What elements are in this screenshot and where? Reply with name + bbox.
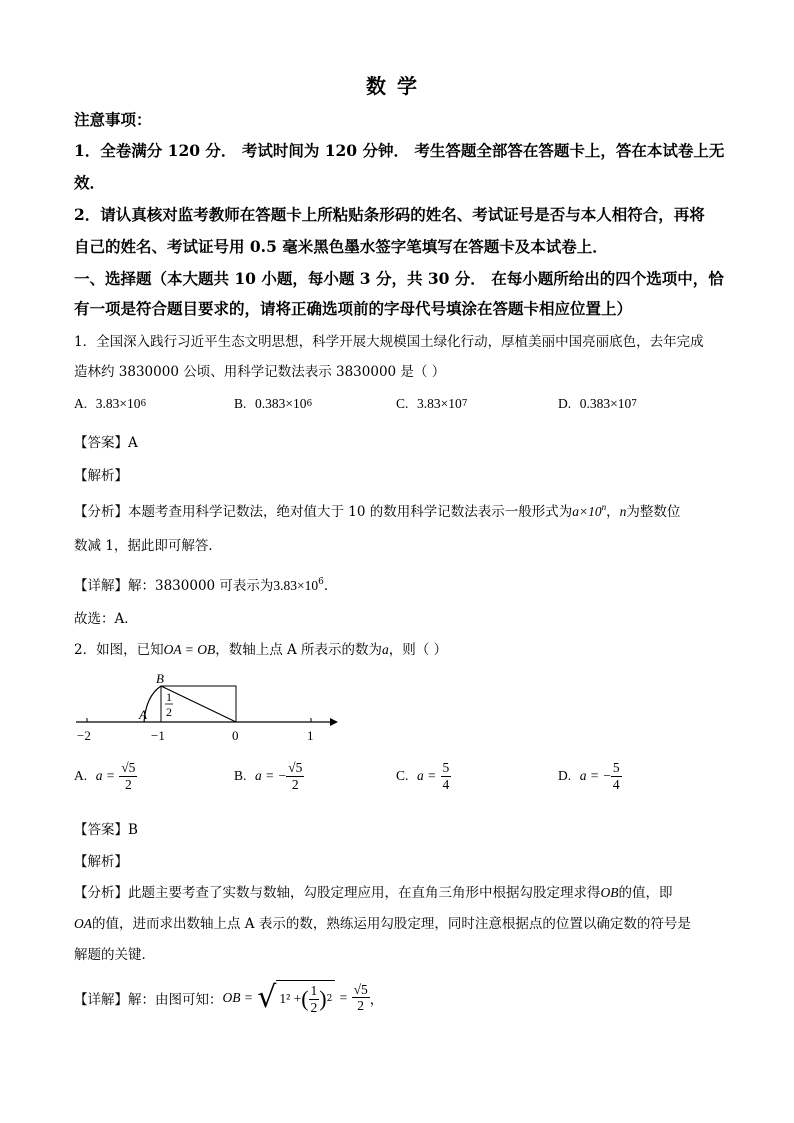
q2-option-b-num: √5: [288, 760, 303, 775]
q1-option-c-value: 3.83×10: [416, 396, 462, 411]
section-1-line-1: 一、选择题（本大题共 10 小题，每小题 3 分，共 30 分． 在每小题所给出的四个选项中，恰: [74, 269, 724, 288]
q1-option-d: D. 0.383×10 7: [558, 396, 637, 411]
q2-stem-pre: 2．如图，已知: [74, 642, 164, 658]
q2-detail-half-num: 1: [310, 983, 318, 998]
q1-detail: [74, 574, 337, 594]
q2-detail-res-den: 2: [357, 998, 365, 1014]
q2-option-a-lhs: a =: [95, 768, 115, 784]
q2-option-b-lhs: a =: [254, 768, 275, 784]
number-line-arrow: [330, 718, 338, 726]
q1-jiexi: 【解析】: [74, 468, 128, 484]
q2-answer: 【答案】B: [74, 822, 138, 838]
q2-detail-under: 1² +: [279, 991, 302, 1007]
q2-analysis-text-2: 的值，进而求出数轴上点 A 表示的数，熟练运用勾股定理，同时注意根据点的位置以确定数的符号是: [92, 916, 691, 932]
q1-analysis-comma: ，: [606, 504, 620, 520]
q2-detail-text: 【详解】解：由图可知：: [74, 991, 223, 1008]
q1-analysis-text: 【分析】本题考查用科学记数法，绝对值大于 10 的数用科学记数法表示一般形式为: [74, 504, 573, 520]
q2-option-c-label: C.: [396, 768, 409, 784]
notice-heading: 注意事项：: [74, 110, 152, 129]
q2-detail-res-num: √5: [353, 981, 368, 997]
q1-analysis-post: 为整数位: [626, 504, 681, 520]
tick-label-neg2: −2: [77, 728, 91, 743]
q1-option-d-label: D.: [558, 396, 572, 411]
q2-detail-eq: =: [339, 989, 348, 1005]
q2-analysis-line-1: [74, 881, 673, 901]
q2-detail: [74, 980, 383, 1015]
q2-analysis-text-1: 【分析】此题主要考查了实数与数轴，勾股定理应用，在直角三角形中根据勾股定理求得: [74, 885, 601, 901]
q1-option-a-label: A.: [74, 396, 88, 411]
q2-option-a: [74, 760, 137, 792]
notice-item-1-line-2: 效．: [74, 173, 106, 192]
q1-analysis-line-1: [74, 500, 680, 520]
page-title: 数 学: [366, 74, 419, 98]
label-half-num: 1: [166, 690, 172, 704]
q2-number-line-figure: [68, 668, 348, 748]
notice-item-2-line-1: 2．请认真核对监考教师在答题卡上所粘贴条形码的姓名、考试证号是否与本人相符合，再将: [74, 205, 705, 224]
q1-choice: 故选：A．: [74, 611, 138, 627]
q2-option-d: [558, 760, 622, 792]
label-B: B: [156, 671, 164, 686]
q1-option-d-value: 0.383×10: [579, 396, 632, 411]
q2-stem-mid: ，数轴上点 A 所表示的数为: [215, 642, 383, 658]
q2-detail-half-den: 2: [310, 999, 318, 1015]
q2-option-b-sign: −: [278, 768, 287, 784]
q1-option-a: A. 3.83×10 6: [74, 396, 147, 411]
q1-option-b: B. 0.383×10 6: [234, 396, 313, 411]
q1-analysis-formula: a×10: [572, 504, 602, 519]
tick-label-neg1: −1: [151, 728, 165, 743]
q2-detail-ob: OB =: [222, 989, 253, 1005]
q2-analysis-line-2: [74, 912, 691, 932]
q2-jiexi: 【解析】: [74, 854, 128, 870]
q2-option-c-den: 4: [442, 776, 450, 792]
q2-option-d-den: 4: [612, 776, 620, 792]
q1-option-a-value: 3.83×10: [95, 396, 141, 411]
q2-analysis-ob: OB: [600, 885, 619, 900]
q2-option-d-num: 5: [612, 760, 620, 775]
left-paren-icon: (: [301, 986, 309, 1012]
q2-analysis-text-1-post: 的值，即: [618, 885, 673, 901]
section-1-line-2: 有一项是符合题目要求的，请将正确选项前的字母代号填涂在答题卡相应位置上）: [74, 299, 633, 318]
tick-label-0: 0: [232, 728, 239, 743]
q2-analysis-line-3: 解题的关键．: [74, 947, 155, 963]
q1-option-b-label: B.: [234, 396, 247, 411]
q2-detail-radicand: 1² + ( $\frac{1}{2}$ ) 2: [276, 980, 335, 1015]
q2-option-b: [234, 760, 304, 792]
label-half-den: 2: [166, 705, 172, 719]
q2-option-d-sign: −: [603, 768, 611, 784]
label-A: A: [139, 707, 147, 722]
q2-option-d-label: D.: [558, 768, 572, 784]
q2-stem-a: a: [382, 642, 389, 657]
q1-analysis-line-2: 数减 1，据此即可解答．: [74, 538, 222, 554]
q1-detail-text: 【详解】解：3830000 可表示为: [74, 578, 274, 594]
q2-option-c: [396, 760, 451, 792]
q1-detail-value: 3.83×10: [273, 578, 319, 593]
sqrt-icon: √: [257, 979, 277, 1015]
q1-option-b-value: 0.383×10: [254, 396, 307, 411]
q2-option-c-num: 5: [442, 760, 450, 775]
q1-analysis-exp: n: [601, 502, 607, 512]
q2-option-d-lhs: a =: [579, 768, 599, 784]
q2-stem: [74, 638, 447, 658]
q1-answer: 【答案】A: [74, 435, 138, 451]
q1-option-c-label: C.: [396, 396, 409, 411]
q2-analysis-oa: OA: [74, 916, 92, 931]
q1-analysis-n: n: [619, 504, 627, 519]
q2-option-b-label: B.: [234, 768, 247, 784]
right-paren-icon: ): [319, 986, 327, 1012]
q2-stem-post: ，则（ ）: [388, 642, 448, 658]
q2-option-a-num: √5: [121, 760, 136, 775]
notice-item-2-line-2: 自己的姓名、考试证号用 0.5 毫米黑色墨水签字笔填写在答题卡及本试卷上．: [74, 237, 608, 256]
q2-option-a-label: A.: [74, 768, 88, 784]
q1-detail-exp: 6: [318, 577, 324, 587]
tick-label-1: 1: [307, 728, 314, 743]
q2-option-c-lhs: a =: [416, 768, 437, 784]
q1-stem-line-2: 造林约 3830000 公顷、用科学记数法表示 3830000 是（ ）: [74, 364, 446, 380]
q2-option-b-den: 2: [291, 776, 299, 792]
q1-stem-line-1: 1．全国深入践行习近平生态文明思想，科学开展大规模国土绿化行动，厚植美丽中国亮丽底色，去年完成: [74, 334, 704, 350]
q2-option-a-den: 2: [124, 776, 132, 792]
q2-detail-post: ，: [369, 991, 384, 1008]
q2-stem-eq: OA = OB: [163, 642, 216, 657]
q1-detail-post: ．: [323, 578, 338, 594]
q1-option-c: C. 3.83×10 7: [396, 396, 468, 411]
notice-item-1-line-1: 1．全卷满分 120 分． 考试时间为 120 分钟． 考生答题全部答在答题卡上，答在本试卷上无: [74, 141, 725, 160]
